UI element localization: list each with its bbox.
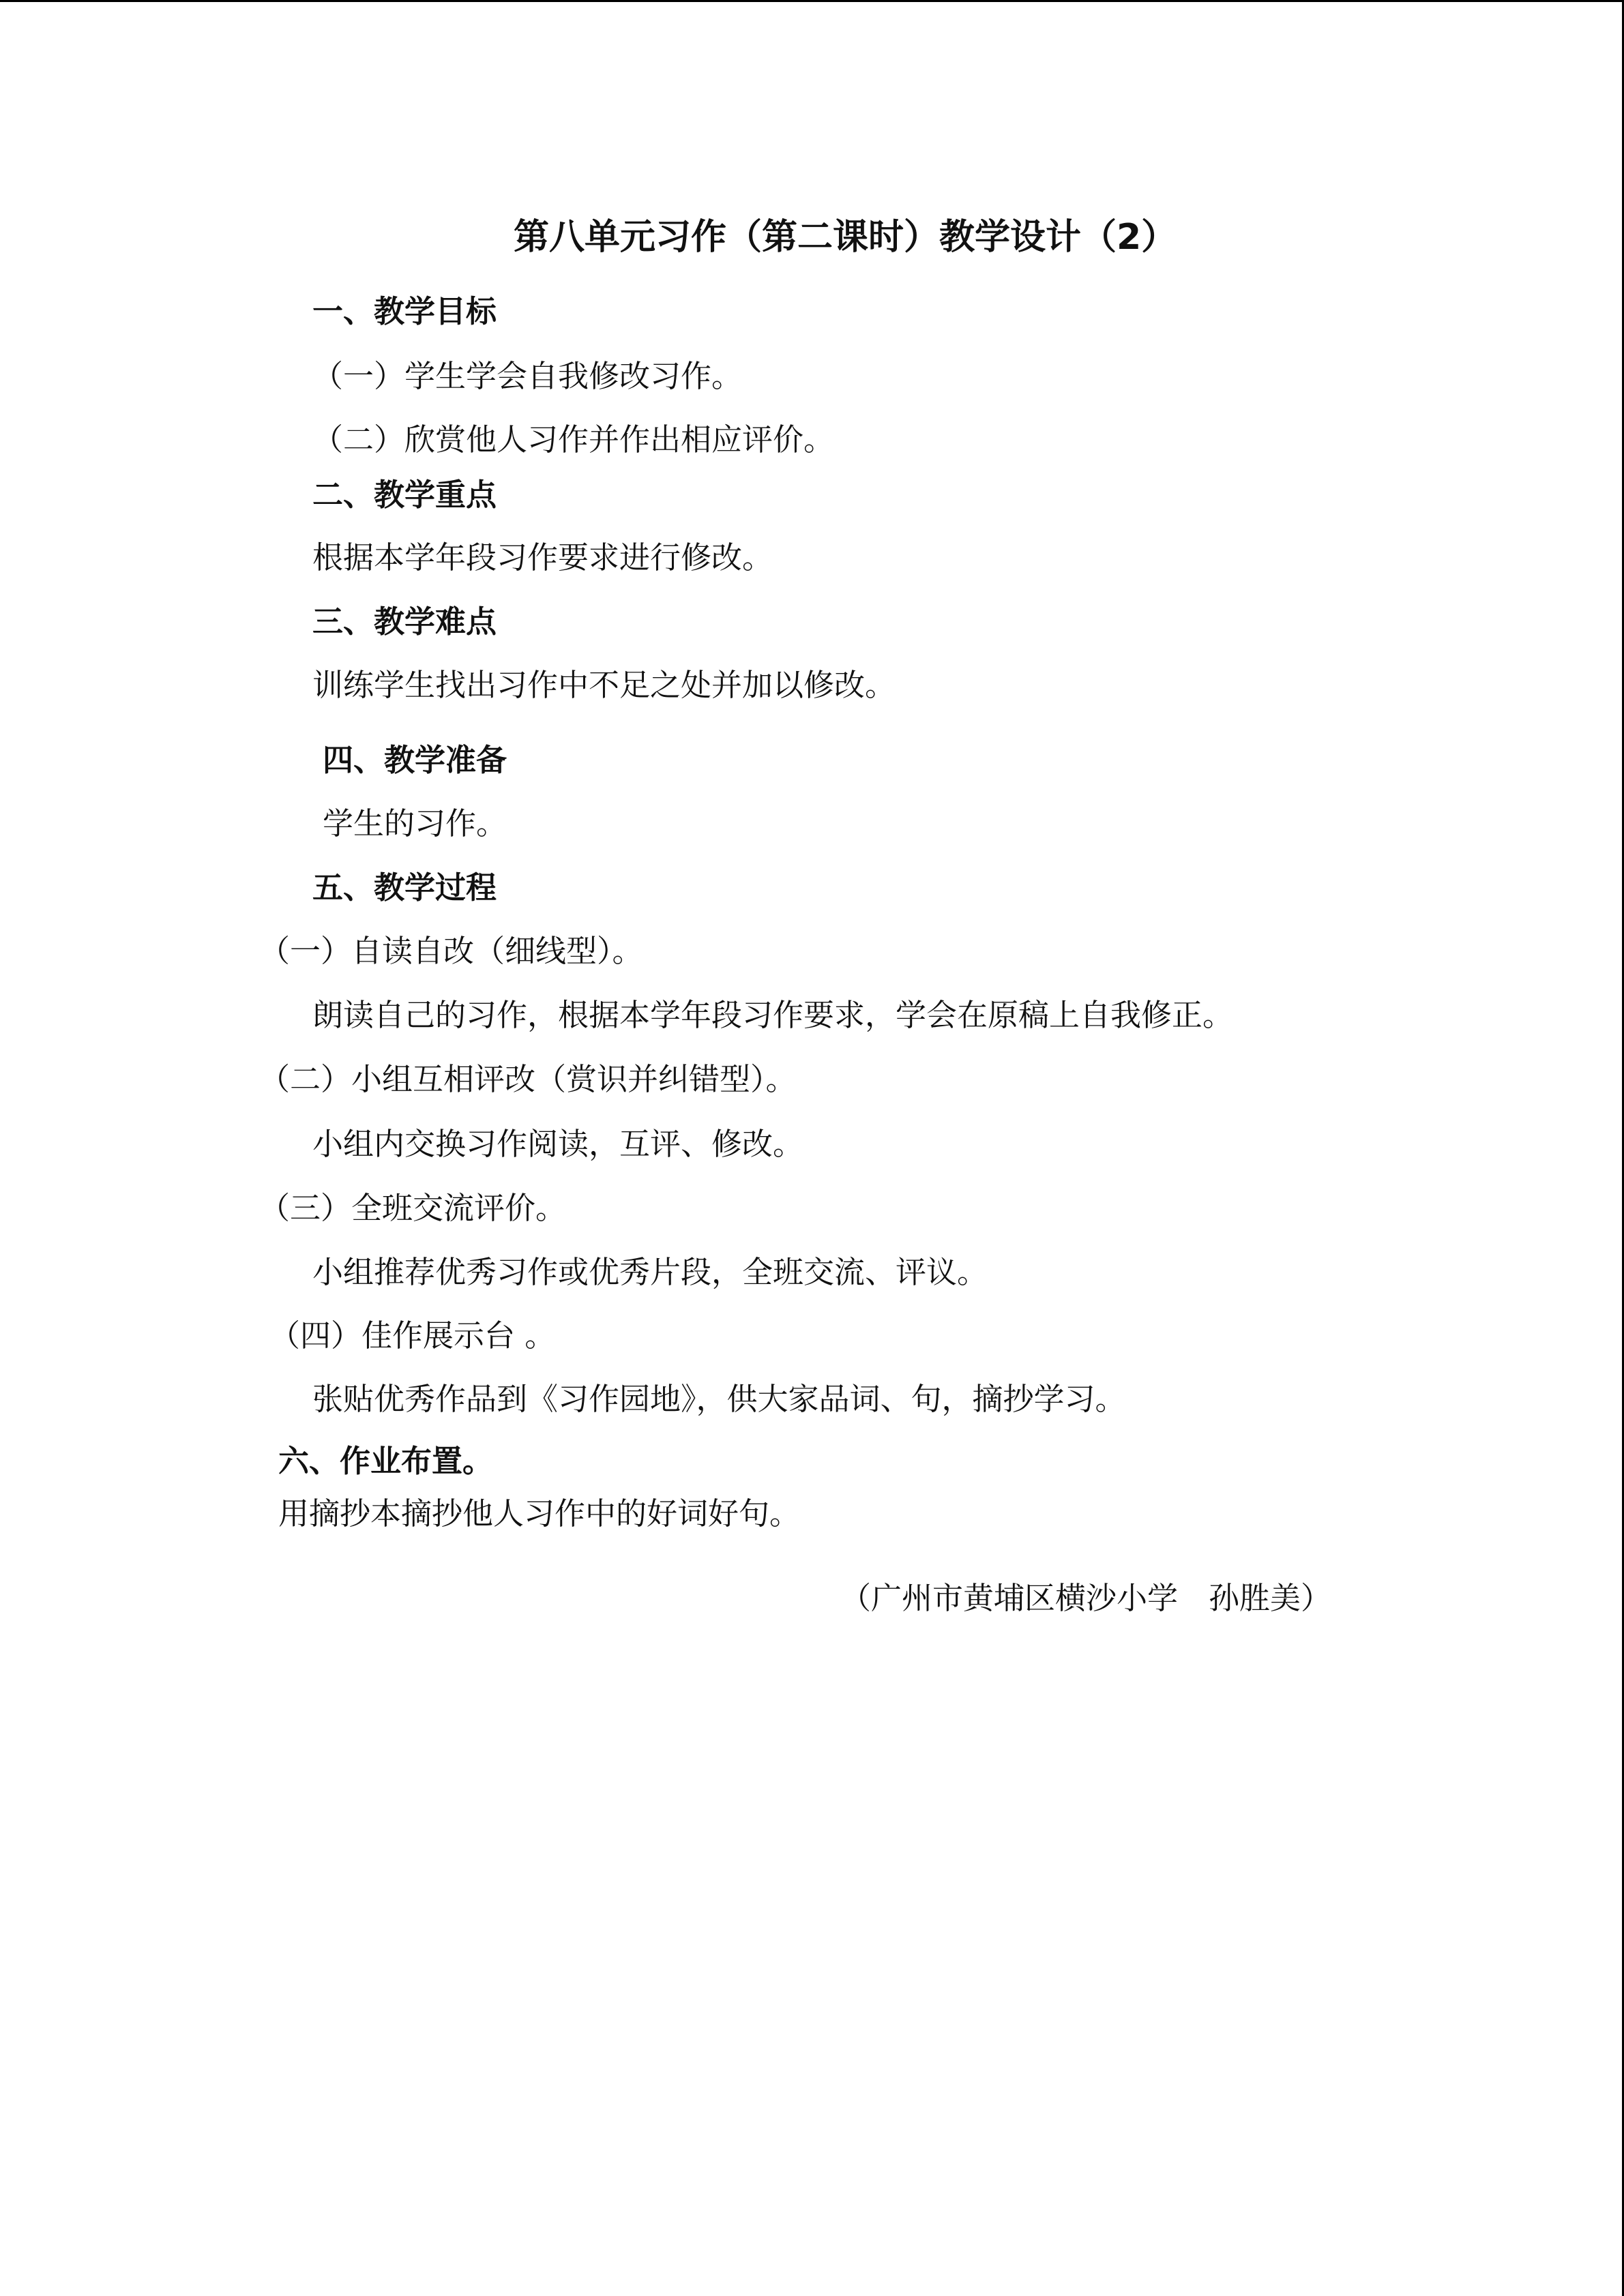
- difficulties-text: 训练学生找出习作中不足之处并加以修改。: [312, 667, 896, 703]
- author-signature: （广州市黄埔区横沙小学 孙胜美）: [840, 1580, 1332, 1616]
- goals-item-1: （一）学生学会自我修改习作。: [312, 358, 743, 394]
- homework-heading: 六、作业布置。: [278, 1443, 494, 1479]
- process-step-4-text: 张贴优秀作品到《习作园地》，供大家品词、句，摘抄学习。: [312, 1381, 1126, 1417]
- process-step-2-title: （二）小组互相评改（赏识并纠错型）。: [259, 1061, 797, 1097]
- key-points-text: 根据本学年段习作要求进行修改。: [312, 539, 773, 576]
- key-points-heading: 二、教学重点: [312, 477, 497, 513]
- process-step-1-title: （一）自读自改（细线型）。: [259, 933, 643, 969]
- homework-text: 用摘抄本摘抄他人习作中的好词好句。: [278, 1495, 801, 1532]
- process-step-4-title: （四）佳作展示台 。: [269, 1317, 556, 1354]
- preparation-text: 学生的习作。: [323, 805, 507, 841]
- page-border-top: [0, 0, 1624, 2]
- process-step-3-title: （三）全班交流评价。: [259, 1190, 567, 1226]
- document-title: 第八单元习作（第二课时）教学设计（2）: [514, 217, 1177, 258]
- preparation-heading: 四、教学准备: [323, 742, 507, 778]
- process-step-3-text: 小组推荐优秀习作或优秀片段，全班交流、评议。: [312, 1254, 988, 1290]
- difficulties-heading: 三、教学难点: [312, 603, 497, 640]
- goals-heading: 一、教学目标: [312, 293, 497, 329]
- process-heading: 五、教学过程: [312, 869, 497, 906]
- process-step-1-text: 朗读自己的习作，根据本学年段习作要求，学会在原稿上自我修正。: [312, 997, 1234, 1033]
- process-step-2-text: 小组内交换习作阅读，互评、修改。: [312, 1126, 804, 1162]
- goals-item-2: （二）欣赏他人习作并作出相应评价。: [312, 421, 835, 458]
